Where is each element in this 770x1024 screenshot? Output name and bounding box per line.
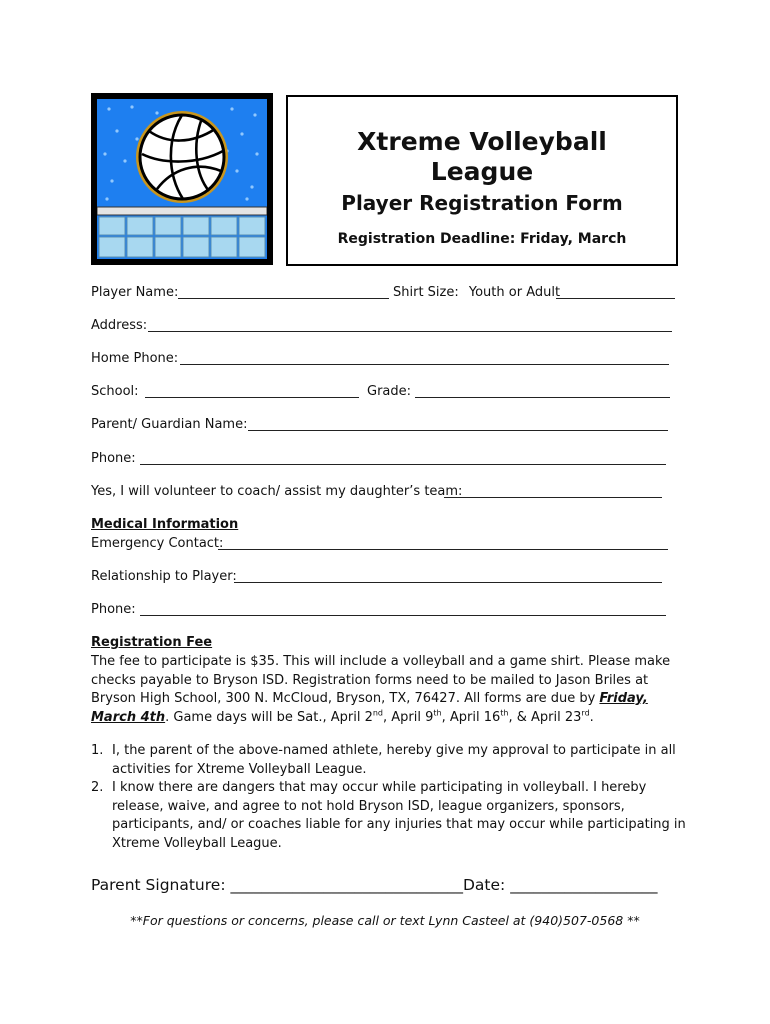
guardian-field[interactable]	[248, 430, 668, 431]
title-line-1: Xtreme Volleyball	[357, 127, 607, 156]
date-label: Date:	[462, 876, 506, 894]
medical-heading: Medical Information	[91, 517, 239, 532]
signature-row	[91, 875, 657, 895]
fee-text: , April 9	[383, 709, 434, 725]
school-field[interactable]	[145, 397, 359, 398]
shirt-size-label: Shirt Size:	[393, 285, 459, 300]
volunteer-label: Yes, I will volunteer to coach/ assist my daughter’s team:	[91, 484, 463, 499]
due-date: Friday, March 4th	[91, 691, 648, 725]
player-name-label: Player Name:	[91, 285, 179, 300]
home-phone-field[interactable]	[180, 364, 669, 365]
player-name-field[interactable]	[178, 298, 389, 299]
fee-paragraph	[91, 653, 691, 727]
list-number: 1.	[91, 743, 104, 758]
emergency-contact-field[interactable]	[218, 549, 668, 550]
ordinal-suffix: nd	[372, 708, 384, 718]
form-subtitle: Player Registration Form	[341, 191, 623, 215]
fee-heading: Registration Fee	[91, 635, 213, 650]
fee-text: The fee to participate is $35. This will include a volleyball and a game shirt. Please make checks payable to Bryson ISD. Registration forms need to be mailed to Jason Briles at Bryson High School, 300 N. McCloud, Bryson, TX, 76427. All forms are due by	[91, 654, 671, 706]
player-name-row	[91, 284, 178, 302]
title-box	[286, 95, 678, 266]
shirt-size-field[interactable]	[556, 298, 675, 299]
address-field[interactable]	[148, 331, 672, 332]
grade-field[interactable]	[415, 397, 670, 398]
home-phone-label: Home Phone:	[91, 351, 179, 366]
ordinal-suffix: th	[433, 708, 442, 718]
ordinal-suffix: th	[500, 708, 509, 718]
school-label: School:	[91, 384, 139, 399]
relationship-field[interactable]	[234, 582, 662, 583]
ordinal-suffix: rd	[581, 708, 590, 718]
registration-deadline: Registration Deadline: Friday, March	[337, 231, 627, 247]
fee-text: , & April 23	[508, 709, 582, 725]
fee-text: . Game days will be Sat., April 2	[165, 709, 373, 725]
guardian-label: Parent/ Guardian Name:	[91, 417, 248, 432]
league-title	[288, 127, 676, 187]
shirt-size-row	[393, 284, 560, 302]
medical-phone-label: Phone:	[91, 602, 136, 617]
phone-label: Phone:	[91, 451, 136, 466]
list-item	[91, 779, 691, 853]
medical-phone-field[interactable]	[140, 615, 666, 616]
list-number: 2.	[91, 780, 104, 795]
fee-text: .	[589, 709, 594, 725]
volunteer-field[interactable]	[444, 497, 662, 498]
relationship-label: Relationship to Player:	[91, 569, 237, 584]
list-item	[91, 742, 691, 779]
phone-field[interactable]	[140, 464, 666, 465]
address-label: Address:	[91, 318, 148, 333]
shirt-size-options: Youth or Adult	[468, 285, 561, 300]
consent-list	[91, 742, 691, 853]
emergency-contact-label: Emergency Contact:	[91, 536, 224, 551]
grade-label: Grade:	[367, 384, 412, 399]
volleyball-net-icon	[97, 99, 267, 259]
contact-footer: **For questions or concerns, please call or text Lynn Casteel at (940)507-0568 **	[130, 913, 640, 928]
parent-signature-field[interactable]: ______________________________	[230, 876, 463, 894]
consent-text: I, the parent of the above-named athlete, hereby give my approval to participate in all activities for Xtreme Volleyball League.	[112, 743, 676, 777]
fee-text: , April 16	[441, 709, 501, 725]
consent-text: I know there are dangers that may occur while participating in volleyball. I hereby release, waive, and agree to not hold Bryson ISD, league organizers, sponsors, participants, and/ or coaches liable for any injuries that may occur while participating in Xtreme Volleyball League.	[112, 780, 686, 851]
date-field[interactable]: ___________________	[510, 876, 658, 894]
volleyball-logo	[91, 93, 273, 265]
title-line-2: League	[430, 157, 534, 186]
parent-signature-label: Parent Signature:	[91, 876, 226, 894]
